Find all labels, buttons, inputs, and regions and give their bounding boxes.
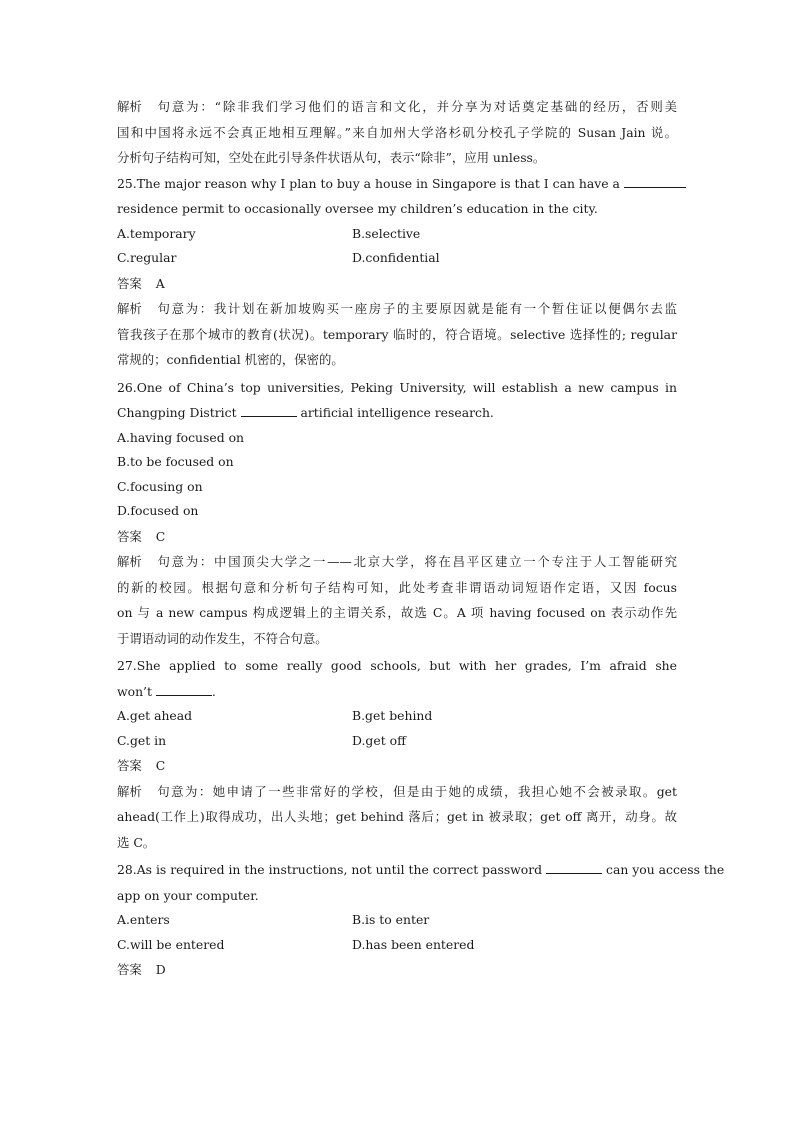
q26-analysis-line-2: 的新的校园。根据句意和分析句子结构可知，此处考查非谓语动词短语作定语，又因 focus: [117, 579, 677, 595]
option-b: B.selective: [352, 225, 421, 241]
q26-option-b: B.to be focused on: [117, 454, 234, 469]
q24-analysis-line-3: 分析句子结构可知，空处在此引导条件状语从句，表示“除非”，应用 unless。: [117, 150, 546, 165]
option-c: C.get in: [117, 732, 167, 748]
q25-answer: 答案 A: [117, 271, 677, 297]
option-d: D.confidential: [352, 250, 440, 265]
document-page: [117, 94, 725, 983]
option-b: B.is to enter: [352, 912, 430, 927]
q25-stem-line-2: residence permit to occasionally oversee my children’s education in the city.: [117, 201, 598, 216]
option-d: D.get off: [352, 732, 406, 748]
q28-options-row-1: [117, 908, 677, 933]
q27-stem-line-2: won’t .: [117, 679, 677, 705]
q27-stem-line-1: 27.She applied to some really good schools, but with her grades, I’m afraid she: [117, 658, 677, 673]
analysis-label: 解析: [117, 301, 142, 316]
q25-options-row-1: [117, 222, 677, 247]
option-c: C.will be entered: [117, 936, 225, 952]
answer-label: 答案: [117, 528, 142, 544]
answer-label: 答案: [117, 275, 142, 291]
q27-options-row-1: [117, 704, 677, 729]
q28-answer: 答案 D: [117, 957, 677, 983]
q25-analysis-line-3: 常规的；confidential 机密的，保密的。: [117, 352, 344, 367]
analysis-label: 解析: [117, 783, 142, 799]
q26-option-d: D.focused on: [117, 503, 199, 518]
option-a: A.enters: [117, 912, 170, 927]
q27-answer: 答案 C: [117, 753, 677, 779]
q27-analysis-line-2: ahead(工作上)取得成功，出人头地；get behind 落后；get in 被录取；get off 离开，动身。故: [117, 809, 677, 824]
answer-blank: [241, 402, 297, 417]
q26-option-c: C.focusing on: [117, 478, 203, 494]
answer-label: 答案: [117, 962, 142, 977]
q26-stem-line-2: Changping District artificial intelligence research.: [117, 400, 677, 426]
q25-analysis-line-2: 管我孩子在那个城市的教育(状况)。temporary 临时的，符合语境。selective 选择性的; regular: [117, 326, 677, 342]
q27-options-row-2: [117, 729, 677, 754]
option-c: C.regular: [117, 250, 177, 265]
q25-options-row-2: [117, 246, 677, 271]
answer-blank: [156, 681, 212, 696]
q26-option-a: A.having focused on: [117, 429, 245, 445]
analysis-label: 解析: [117, 99, 142, 114]
q28-stem-line-1: 28.As is required in the instructions, not until the correct password can you access the: [117, 857, 677, 883]
option-d: D.has been entered: [352, 936, 475, 952]
q26-stem-line-1: 26.One of China’s top universities, Peking University, will establish a new campus in: [117, 379, 677, 395]
q27-analysis-line-3: 选 C。: [117, 834, 156, 850]
answer-label: 答案: [117, 758, 142, 773]
q27-analysis-line-1: 解析 句意为：她申请了一些非常好的学校，但是由于她的成绩，我担心她不会被录取。get: [117, 779, 677, 805]
q26-analysis-line-3: on 与 a new campus 构成逻辑上的主谓关系，故选 C。A 项 having focused on 表示动作先: [117, 605, 677, 620]
q28-stem-line-2: app on your computer.: [117, 887, 259, 903]
q26-answer: 答案 C: [117, 524, 677, 550]
answer-blank: [624, 173, 686, 188]
option-b: B.get behind: [352, 708, 433, 723]
option-a: A.temporary: [117, 225, 196, 241]
q26-analysis-line-4: 于谓语动词的动作发生，不符合句意。: [117, 630, 328, 646]
option-a: A.get ahead: [117, 708, 193, 723]
answer-blank: [546, 859, 602, 874]
q24-analysis-line-1: 解析 句意为：“除非我们学习他们的语言和文化，并分享为对话奠定基础的经历，否则美: [117, 94, 677, 120]
q25-stem-line-1: 25.The major reason why I plan to buy a house in Singapore is that I can have a: [117, 171, 677, 197]
q24-analysis-line-2: 国和中国将永远不会真正地相互理解。”来自加州大学洛杉矶分校孔子学院的 Susan Jain 说。: [117, 124, 677, 140]
q26-analysis-line-1: 解析 句意为：中国顶尖大学之一——北京大学，将在昌平区建立一个专注于人工智能研究: [117, 549, 677, 575]
q25-analysis-line-1: 解析 句意为：我计划在新加坡购买一座房子的主要原因就是能有一个暂住证以便偶尔去监: [117, 296, 677, 322]
q28-options-row-2: [117, 933, 677, 958]
analysis-label: 解析: [117, 554, 142, 569]
